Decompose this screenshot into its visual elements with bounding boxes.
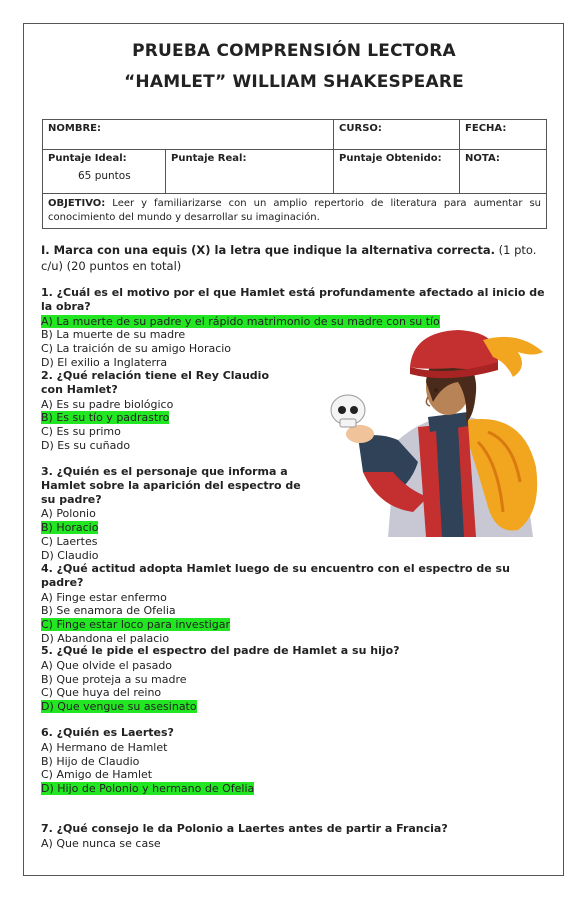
student-info-table xyxy=(42,119,547,229)
question-title: 2. ¿Qué relación tiene el Rey Claudio con Hamlet? xyxy=(41,369,270,396)
puntaje-real-label: Puntaje Real: xyxy=(171,153,247,164)
option-b[interactable]: B) La muerte de su madre xyxy=(41,328,186,342)
question-title: 3. ¿Quién es el personaje que informa a Hamlet sobre la aparición del espectro de su padre? xyxy=(41,465,301,506)
instructions-points: (1 pto. c/u) (20 puntos en total) xyxy=(41,243,537,273)
option-b[interactable]: B) Es su tío y padrastro xyxy=(41,411,170,425)
objetivo-cell xyxy=(43,194,547,229)
objetivo-label: OBJETIVO: xyxy=(48,198,106,209)
option-b[interactable]: B) Hijo de Claudio xyxy=(41,754,140,768)
question-title: 4. ¿Qué actitud adopta Hamlet luego de su encuentro con el espectro de su padre? xyxy=(41,562,510,589)
option-b[interactable]: B) Se enamora de Ofelia xyxy=(41,604,176,618)
option-a[interactable]: A) Es su padre biológico xyxy=(41,397,174,411)
instructions xyxy=(41,242,548,274)
document-subtitle: “HAMLET” WILLIAM SHAKESPEARE xyxy=(124,72,464,92)
option-c[interactable]: C) Laertes xyxy=(41,534,98,548)
option-b[interactable]: B) Horacio xyxy=(41,521,99,535)
hamlet-illustration xyxy=(318,322,548,537)
nombre-field[interactable] xyxy=(43,120,334,150)
puntaje-obtenido-field[interactable] xyxy=(334,150,460,194)
option-d[interactable]: D) Que vengue su asesinato xyxy=(41,700,197,714)
puntaje-real-field[interactable] xyxy=(166,150,334,194)
option-d[interactable]: D) Claudio xyxy=(41,548,99,562)
option-a[interactable]: A) Que olvide el pasado xyxy=(41,658,173,672)
option-d[interactable]: D) El exilio a Inglaterra xyxy=(41,355,168,369)
option-d[interactable]: D) Es su cuñado xyxy=(41,438,131,452)
nombre-label: NOMBRE: xyxy=(48,123,101,134)
curso-label: CURSO: xyxy=(339,123,382,134)
nota-field[interactable] xyxy=(460,150,547,194)
option-a[interactable]: A) La muerte de su padre y el rápido matrimonio de su madre con su tío xyxy=(41,314,440,328)
question-4 xyxy=(41,562,551,646)
instructions-bold: I. Marca con una equis (X) la letra que indique la alternativa correcta. xyxy=(41,243,495,257)
option-c[interactable]: C) La traición de su amigo Horacio xyxy=(41,342,232,356)
puntaje-ideal-value: 65 puntos xyxy=(78,170,131,182)
document-title: PRUEBA COMPRENSIÓN LECTORA xyxy=(132,41,456,61)
question-6 xyxy=(41,726,551,796)
nota-label: NOTA: xyxy=(465,153,500,164)
question-5 xyxy=(41,644,551,714)
question-7 xyxy=(41,822,551,851)
option-c[interactable]: C) Que huya del reino xyxy=(41,686,162,700)
option-c[interactable]: C) Amigo de Hamlet xyxy=(41,768,153,782)
option-a[interactable]: A) Finge estar enfermo xyxy=(41,590,167,604)
question-3 xyxy=(41,465,316,563)
option-c[interactable]: C) Finge estar loco para investigar xyxy=(41,618,231,632)
puntaje-ideal-cell xyxy=(43,150,166,194)
question-2 xyxy=(41,369,291,453)
puntaje-obtenido-label: Puntaje Obtenido: xyxy=(339,153,442,164)
puntaje-ideal-label: Puntaje Ideal: xyxy=(48,153,127,164)
option-d[interactable]: D) Abandona el palacio xyxy=(41,631,170,645)
question-title: 5. ¿Qué le pide el espectro del padre de Hamlet a su hijo? xyxy=(41,644,400,657)
fecha-field[interactable] xyxy=(460,120,547,150)
option-a[interactable]: A) Polonio xyxy=(41,507,96,521)
option-c[interactable]: C) Es su primo xyxy=(41,425,121,439)
option-a[interactable]: A) Que nunca se case xyxy=(41,836,161,850)
objetivo-text: Leer y familiarizarse con un amplio repertorio de literatura para aumentar su conocimiento del mundo y desarrollar su imaginación. xyxy=(48,198,541,223)
option-b[interactable]: B) Que proteja a su madre xyxy=(41,672,187,686)
option-d[interactable]: D) Hijo de Polonio y hermano de Ofelia xyxy=(41,782,255,796)
option-a[interactable]: A) Hermano de Hamlet xyxy=(41,740,168,754)
question-title: 6. ¿Quién es Laertes? xyxy=(41,726,174,739)
curso-field[interactable] xyxy=(334,120,460,150)
question-title: 1. ¿Cuál es el motivo por el que Hamlet está profundamente afectado al inicio de la obra? xyxy=(41,286,545,313)
fecha-label: FECHA: xyxy=(465,123,507,134)
question-title: 7. ¿Qué consejo le da Polonio a Laertes antes de partir a Francia? xyxy=(41,822,448,835)
